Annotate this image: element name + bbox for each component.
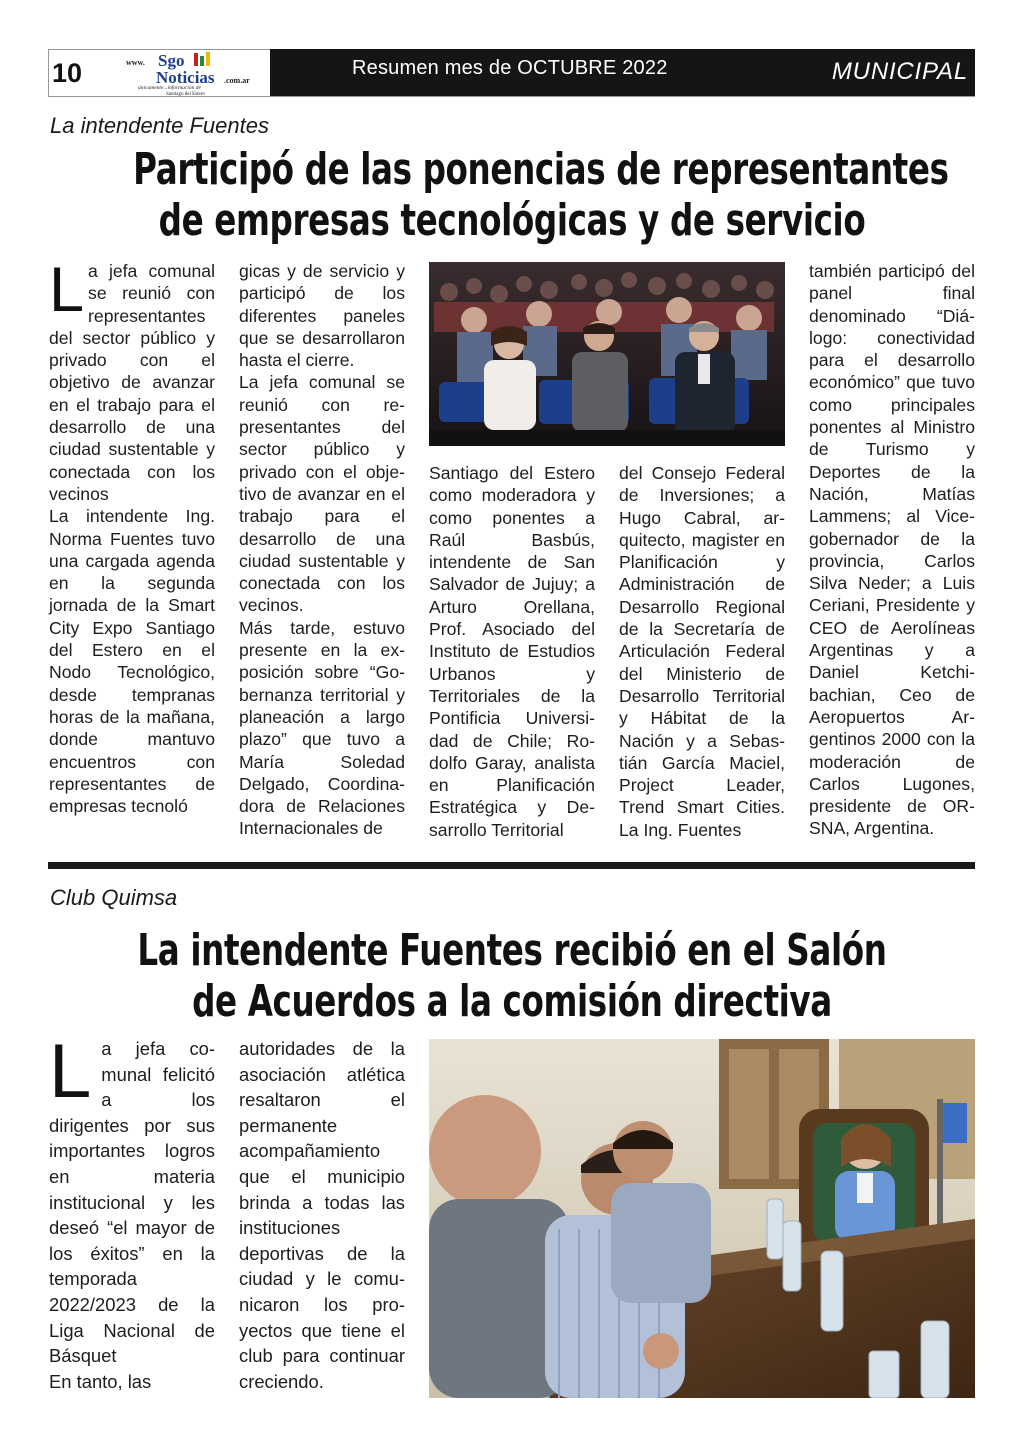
article-headline — [0, 925, 1024, 1027]
article-headline — [0, 144, 1024, 246]
meeting-photo-illustration — [429, 1039, 975, 1398]
headline-line-2: de empresas tecnológicas y de servicio — [158, 195, 866, 246]
page-number: 10 — [52, 58, 83, 88]
article-column-2 — [239, 1036, 405, 1394]
headline-line-1: Participó de las ponencias de representantes — [133, 144, 949, 195]
logo-domain: .com.ar — [224, 76, 250, 85]
column-paragraph: autoridades de la asociación atlética resaltaron el permanente acompañamiento que el municipio brinda a todas las instituciones deportivas de la ciudad y le comunicaron los proyectos que tiene el club para continuar creciendo. — [239, 1038, 405, 1392]
headline-line-1: La intendente Fuentes recibió en el Salón — [137, 925, 887, 976]
section-divider — [48, 862, 975, 869]
logo-tagline-2: Santiago del Estero — [166, 92, 205, 96]
logo-sgo: Sgo — [158, 51, 185, 70]
logo-www: www. — [126, 58, 145, 67]
photo-meeting-room — [429, 1039, 975, 1398]
column-paragraph: La jefa comunal se reunió con representantes del sector público y privado con el objetivo de avanzar en el trabajo para el desarrollo de una ciudad sustentable y conectada con los vecinos. — [239, 372, 405, 616]
article-column-5 — [809, 260, 975, 840]
column-paragraph: Más tarde, estuvo presente en la exposición sobre “Gobernanza territorial y planeación a largo plazo” que tuvo a María Soledad Delgado, Coordinadora de Relaciones Internacionales de — [239, 617, 405, 839]
column-paragraph: En tanto, las — [49, 1370, 152, 1392]
header-summary: Resumen mes de OCTUBRE 2022 — [352, 57, 668, 79]
logo-tagline: únicamente...información de — [138, 85, 201, 91]
headline-line-2: de Acuerdos a la comisión directiva — [192, 976, 832, 1027]
header-section-name: MUNICIPAL — [831, 58, 968, 85]
column-paragraph: Santiago del Estero como moderadora y como ponentes a Raúl Basbús, intendente de San Salvador de Jujuy; a Arturo Orellana, Prof. Asociado del Instituto de Estudios Urbanos y Territoriales de la Pontificia Universidad de Chile; Rodolfo Garay, analista en Planificación Estratégica y Desarrollo Territorial — [429, 463, 595, 840]
logo-noticias: Noticias — [156, 68, 215, 87]
drop-cap: L — [49, 255, 85, 325]
column-paragraph: La intendente Ing. Norma Fuentes tuvo una cargada agenda en la segunda jornada de la Smart City Expo Santiago del Estero en el Nodo Tecnológico, desde tempranas horas de la mañana, donde mantuvo encuentros con representantes de empresas tecnoló — [49, 506, 215, 817]
column-paragraph: gicas y de servicio y participó de los diferentes paneles que se desarrollaron hasta el cierre. — [239, 261, 405, 371]
drop-cap: L — [49, 1029, 92, 1114]
audience-photo-illustration — [429, 262, 785, 446]
sgo-noticias-logo — [118, 50, 268, 96]
article-kicker: La intendente Fuentes — [50, 113, 269, 138]
column-paragraph: del Consejo Federal de Inversiones; a Hugo Cabral, arquitecto, magister en Planificación y Administración de Desarrollo Regional de la Secretaría de Articulación Federal del Ministerio de Desarrollo Territorial y Hábitat de la Nación y a Sebastián García Maciel, Project Leader, Trend Smart Cities. La Ing. Fuentes — [619, 463, 785, 840]
column-paragraph: a jefa comunal se reunió con representantes del sector público y privado con el objetivo de avanzar en el trabajo para el desarrollo de una ciudad sustentable y conectada con los vecinos — [49, 261, 215, 504]
column-paragraph: a jefa comunal felicitó a los dirigentes por sus importantes logros en materia institucional y les deseó “el mayor de los éxitos” en la temporada 2022/2023 de la Liga Nacional de Básquet — [49, 1038, 215, 1367]
column-paragraph: también participó del panel final denominado “Diálogo: conectividad para el desarrollo económico” que tuvo como principales ponentes al Ministro de Turismo y Deportes de la Nación, Matías Lammens; al Vicegobernador de la provincia, Carlos Silva Neder; a Luis Ceriani, Presidente y CEO de Aerolíneas Argentinas y a Daniel Ketchibachian, Ceo de Aeropuertos Argentinos 2000 con la moderación de Carlos Lugones, presidente de ORSNA, Argentina. — [809, 261, 975, 839]
article-column-1 — [49, 1029, 215, 1394]
article-column-2 — [239, 260, 405, 840]
article-column-1 — [49, 255, 215, 840]
photo-audience-panel — [429, 262, 785, 446]
article-kicker: Club Quimsa — [50, 885, 178, 910]
